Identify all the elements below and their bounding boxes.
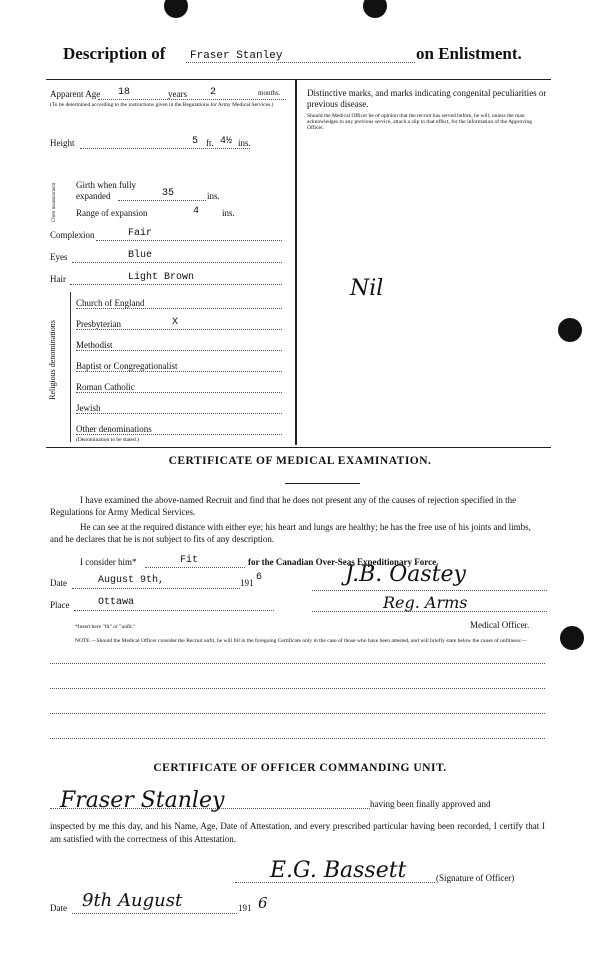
range-value: 4 bbox=[193, 206, 200, 217]
consider-label: I consider him* bbox=[80, 557, 137, 567]
height-in: 4½ bbox=[220, 136, 233, 147]
commanding-certificate-title: CERTIFICATE OF OFFICER COMMANDING UNIT. bbox=[153, 762, 447, 774]
approval-text: having been finally approved and bbox=[370, 799, 491, 809]
ft-label: ft. bbox=[206, 138, 214, 148]
title-suffix: on Enlistment. bbox=[416, 44, 522, 63]
range-label: Range of expansion bbox=[76, 208, 148, 218]
medical-officer-signature: J.B. Oastey bbox=[345, 562, 466, 587]
recruit-name: Fraser Stanley bbox=[190, 50, 283, 62]
fitness-value: Fit bbox=[180, 555, 199, 566]
punch-hole bbox=[558, 318, 582, 342]
recruit-name-handwritten: Fraser Stanley bbox=[60, 788, 225, 813]
age-note: (To be determined according to the instructions given in the Regulations for Army Medical Services.) bbox=[50, 102, 274, 108]
age-months: 2 bbox=[210, 87, 217, 98]
year-suffix: 6 bbox=[258, 894, 268, 912]
religion-mark: X bbox=[172, 317, 179, 328]
chest-label: Chest measurement bbox=[52, 182, 57, 222]
marks-note: Should the Medical Officer be of opinion that the recruit has served before, he will, unless the man acknowledges to any previous service, attach a slip to that effect, for the information of the Approving Officer. bbox=[307, 113, 533, 131]
religion-label: Baptist or Congregationalist bbox=[76, 361, 178, 371]
year-prefix: 191 bbox=[240, 578, 254, 588]
certify-text: inspected by me this day, and his Name, Age, Date of Attestation, and every prescribed particular having been recorded, I certify that I am satisfied with the correctness of this Attestation. bbox=[50, 821, 545, 844]
range-unit: ins. bbox=[222, 208, 235, 218]
complexion-value: Fair bbox=[128, 228, 153, 239]
religion-label: Church of England bbox=[76, 298, 145, 308]
medical-officer-rank: Reg. Arms bbox=[383, 593, 468, 612]
medical-para-1: I have examined the above-named Recruit and find that he does not present any of the causes of rejection specified in the Regulations for Army Medical Services. bbox=[50, 495, 517, 517]
punch-hole bbox=[164, 0, 188, 18]
place-label: Place bbox=[50, 600, 70, 610]
year-suffix: 6 bbox=[256, 572, 263, 583]
title-prefix: Description of bbox=[63, 44, 166, 63]
hair-value: Light Brown bbox=[128, 272, 195, 283]
punch-hole bbox=[363, 0, 387, 18]
date-label: Date bbox=[50, 578, 67, 588]
girth-label: Girth when fully expanded bbox=[76, 180, 136, 201]
distinctive-marks-label: Distinctive marks, and marks indicating congenital peculiarities or previous disease. bbox=[307, 88, 547, 109]
hair-label: Hair bbox=[50, 274, 66, 284]
age-label: Apparent Age bbox=[50, 89, 101, 99]
years-label: years bbox=[168, 89, 187, 99]
commanding-officer-signature: E.G. Bassett bbox=[270, 858, 407, 883]
consider-suffix: for the Canadian Over-Seas Expeditionary Force. bbox=[248, 557, 439, 567]
months-label: months. bbox=[258, 89, 281, 97]
medical-officer-label: Medical Officer. bbox=[470, 620, 530, 630]
height-ft: 5 bbox=[192, 136, 199, 147]
in-label: ins. bbox=[238, 138, 251, 148]
date-label: Date bbox=[50, 903, 67, 913]
column-divider bbox=[295, 80, 297, 445]
religion-label: Presbyterian bbox=[76, 319, 121, 329]
eyes-value: Blue bbox=[128, 250, 153, 261]
girth-value: 35 bbox=[162, 188, 175, 199]
year-prefix: 191 bbox=[238, 903, 252, 913]
exam-date: August 9th, bbox=[98, 575, 165, 586]
medical-certificate-title: CERTIFICATE OF MEDICAL EXAMINATION. bbox=[168, 455, 432, 467]
girth-unit: ins. bbox=[207, 191, 220, 201]
divider bbox=[46, 447, 551, 448]
religion-label: Other denominations bbox=[76, 424, 152, 434]
footnote: *Insert here "fit" or "unfit." bbox=[75, 624, 136, 630]
exam-place: Ottawa bbox=[98, 597, 135, 608]
other-note: (Denomination to be stated.) bbox=[76, 437, 139, 443]
medical-para-2: He can see at the required distance with either eye; his heart and lungs are healthy; he has the free use of his joints and limbs, and he declares that he is not subject to fits of any description. bbox=[50, 522, 531, 544]
religion-label: Methodist bbox=[76, 340, 113, 350]
distinctive-marks-value: Nil bbox=[350, 276, 384, 301]
religion-label: Roman Catholic bbox=[76, 382, 135, 392]
eyes-label: Eyes bbox=[50, 252, 68, 262]
height-label: Height bbox=[50, 138, 75, 148]
age-years: 18 bbox=[118, 87, 131, 98]
divider bbox=[46, 79, 551, 80]
signature-label: (Signature of Officer) bbox=[436, 873, 515, 883]
commanding-date: 9th August bbox=[82, 890, 183, 911]
unfit-note: NOTE.—Should the Medical Officer consider the Recruit unfit, he will fill in the foregoing Certificate only in the case of those who have been attested, and will briefly state below the cause of unfitness:— bbox=[75, 638, 527, 644]
religion-label: Religious denominations bbox=[48, 320, 57, 400]
religion-label: Jewish bbox=[76, 403, 101, 413]
punch-hole bbox=[560, 626, 584, 650]
complexion-label: Complexion bbox=[50, 230, 95, 240]
